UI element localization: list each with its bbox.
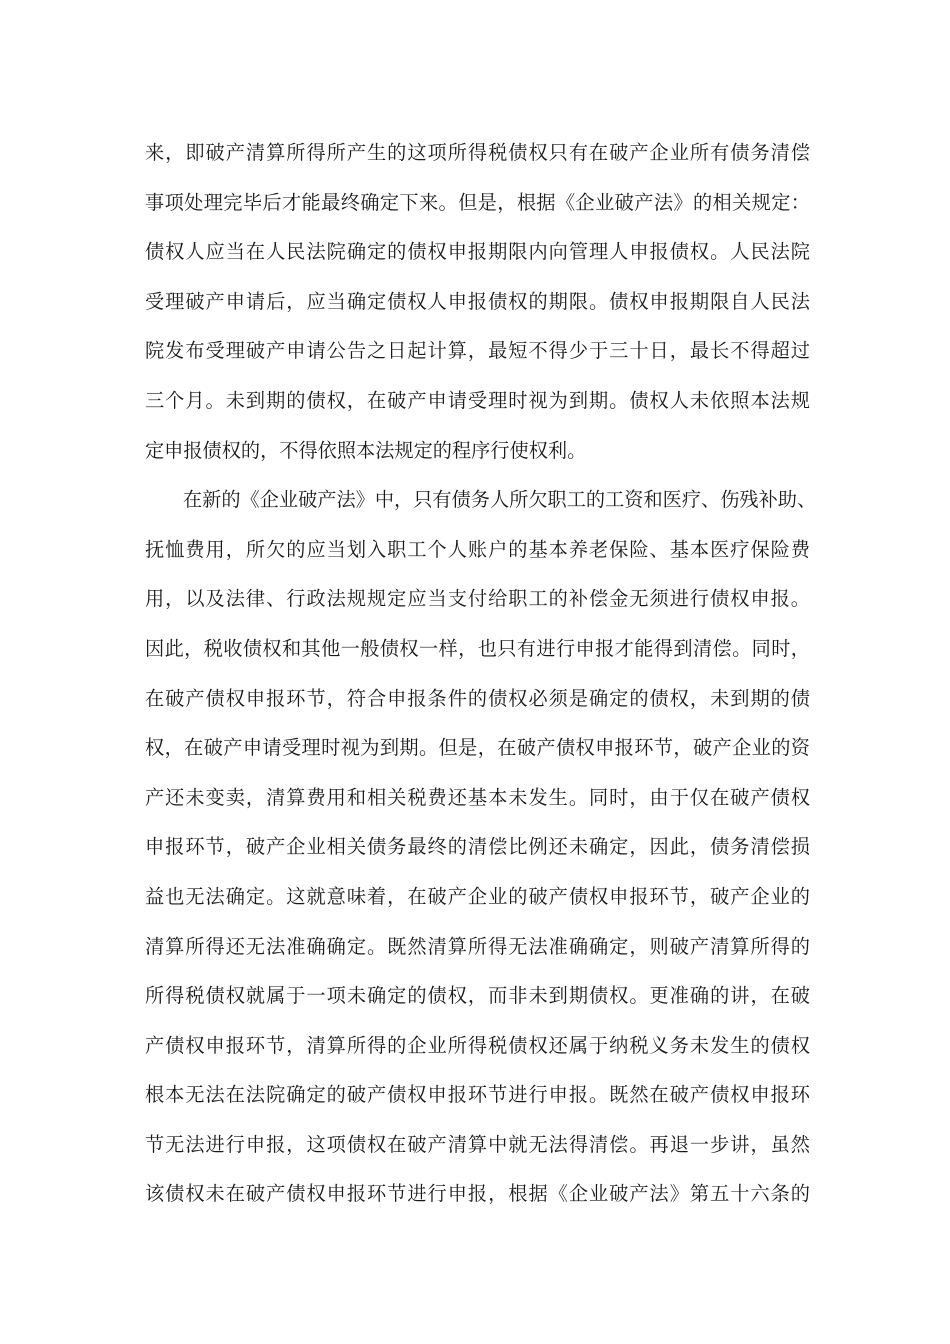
text-line: 节无法进行申报，这项债权在破产清算中就无法得清偿。再退一步讲，虽然 [145, 1132, 810, 1156]
text-line: 用，以及法律、行政法规规定应当支付给职工的补偿金无须进行债权申报。 [145, 587, 810, 611]
text-line: 清算所得还无法准确确定。既然清算所得无法准确确定，则破产清算所得的 [145, 934, 810, 958]
text-line: 益也无法确定。这就意味着，在破产企业的破产债权申报环节，破产企业的 [145, 884, 810, 908]
paragraph-first-line: 在新的《企业破产法》中，只有债务人所欠职工的工资和医疗、伤残补助、 [183, 488, 817, 512]
text-line: 在破产债权申报环节，符合申报条件的债权必须是确定的债权，未到期的债 [145, 686, 810, 710]
text-line: 院发布受理破产申请公告之日起计算，最短不得少于三十日，最长不得超过 [145, 339, 810, 363]
text-line: 受理破产申请后，应当确定债权人申报债权的期限。债权申报期限自人民法 [145, 289, 810, 313]
body-text [145, 128, 817, 1219]
text-line: 三个月。未到期的债权，在破产申请受理时视为到期。债权人未依照本法规 [145, 388, 810, 412]
text-line: 定申报债权的，不得依照本法规定的程序行使权利。 [145, 438, 587, 462]
text-line: 来，即破产清算所得所产生的这项所得税债权只有在破产企业所有债务清偿 [145, 141, 810, 164]
text-line: 债权人应当在人民法院确定的债权申报期限内向管理人申报债权。人民法院 [145, 240, 810, 264]
text-line: 所得税债权就属于一项未确定的债权，而非未到期债权。更准确的讲，在破 [145, 984, 810, 1008]
text-line: 权，在破产申请受理时视为到期。但是，在破产债权申报环节，破产企业的资 [145, 736, 810, 760]
text-line: 抚恤费用，所欠的应当划入职工个人账户的基本养老保险、基本医疗保险费 [145, 537, 810, 561]
text-line: 事项处理完毕后才能最终确定下来。但是，根据《企业破产法》的相关规定： [145, 190, 810, 214]
text-line: 产债权申报环节，清算所得的企业所得税债权还属于纳税义务未发生的债权 [145, 1033, 810, 1057]
text-line: 申报环节，破产企业相关债务最终的清偿比例还未确定，因此，债务清偿损 [145, 835, 810, 859]
text-line: 该债权未在破产债权申报环节进行申报，根据《企业破产法》第五十六条的 [145, 1182, 810, 1206]
text-line: 因此，税收债权和其他一般债权一样，也只有进行申报才能得到清偿。同时， [145, 636, 810, 660]
text-line: 产还未变卖，清算费用和相关税费还基本未发生。同时，由于仅在破产债权 [145, 785, 810, 809]
text-line: 根本无法在法院确定的破产债权申报环节进行申报。既然在破产债权申报环 [145, 1083, 810, 1107]
